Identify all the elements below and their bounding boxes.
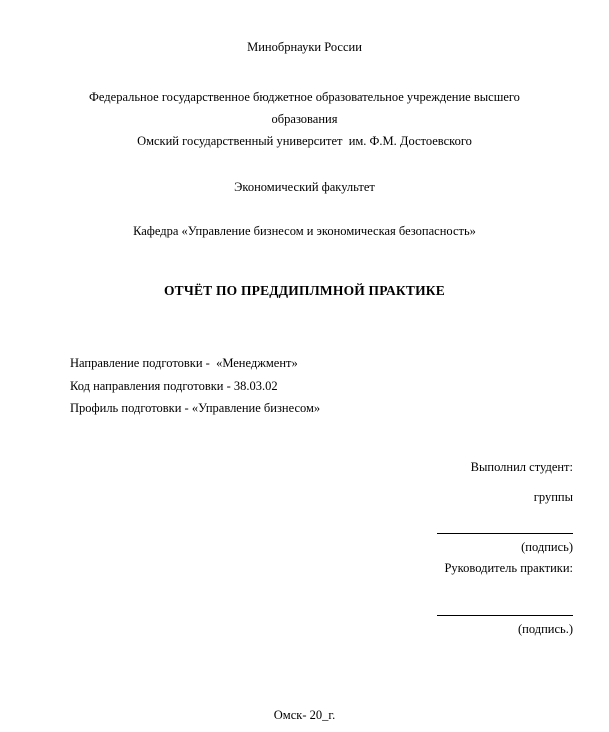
signature-block [273,461,573,636]
faculty-line: Экономический факультет [234,180,375,194]
student-label: Выполнил студент: [470,460,573,474]
spacer [273,474,573,491]
program-profile: Профиль подготовки - «Управление бизнесом» [70,401,321,415]
supervisor-signature-caption: (подпись.) [517,622,573,636]
student-group-label: группы [533,489,573,504]
supervisor-signature-rule [437,615,573,616]
department-line: Кафедра «Управление бизнесом и экономическая безопасность» [133,224,476,238]
page-title: ОТЧЁТ ПО ПРЕДДИПЛМНОЙ ПРАКТИКЕ [163,283,446,298]
supervisor-label: Руководитель практики: [444,560,573,575]
organization-line-1: Федеральное государственное бюджетное образовательное учреждение высшего [89,90,520,104]
student-signature-caption: (подпись) [521,540,573,554]
program-details [70,357,320,415]
program-code: Код направления подготовки - 38.03.02 [70,378,278,393]
organization-line-3: Омский государственный университет им. Ф.М. Достоевского [137,134,472,148]
footer-city-year: Омск- 20_г. [273,708,336,722]
program-direction: Направление подготовки - «Менеджмент» [70,356,298,370]
organization-line-2: образования [271,112,338,126]
spacer [273,503,573,533]
spacer [273,604,573,615]
student-signature-rule [437,533,573,534]
spacer [273,574,573,604]
ministry-line: Минобрнауки России [247,40,362,54]
